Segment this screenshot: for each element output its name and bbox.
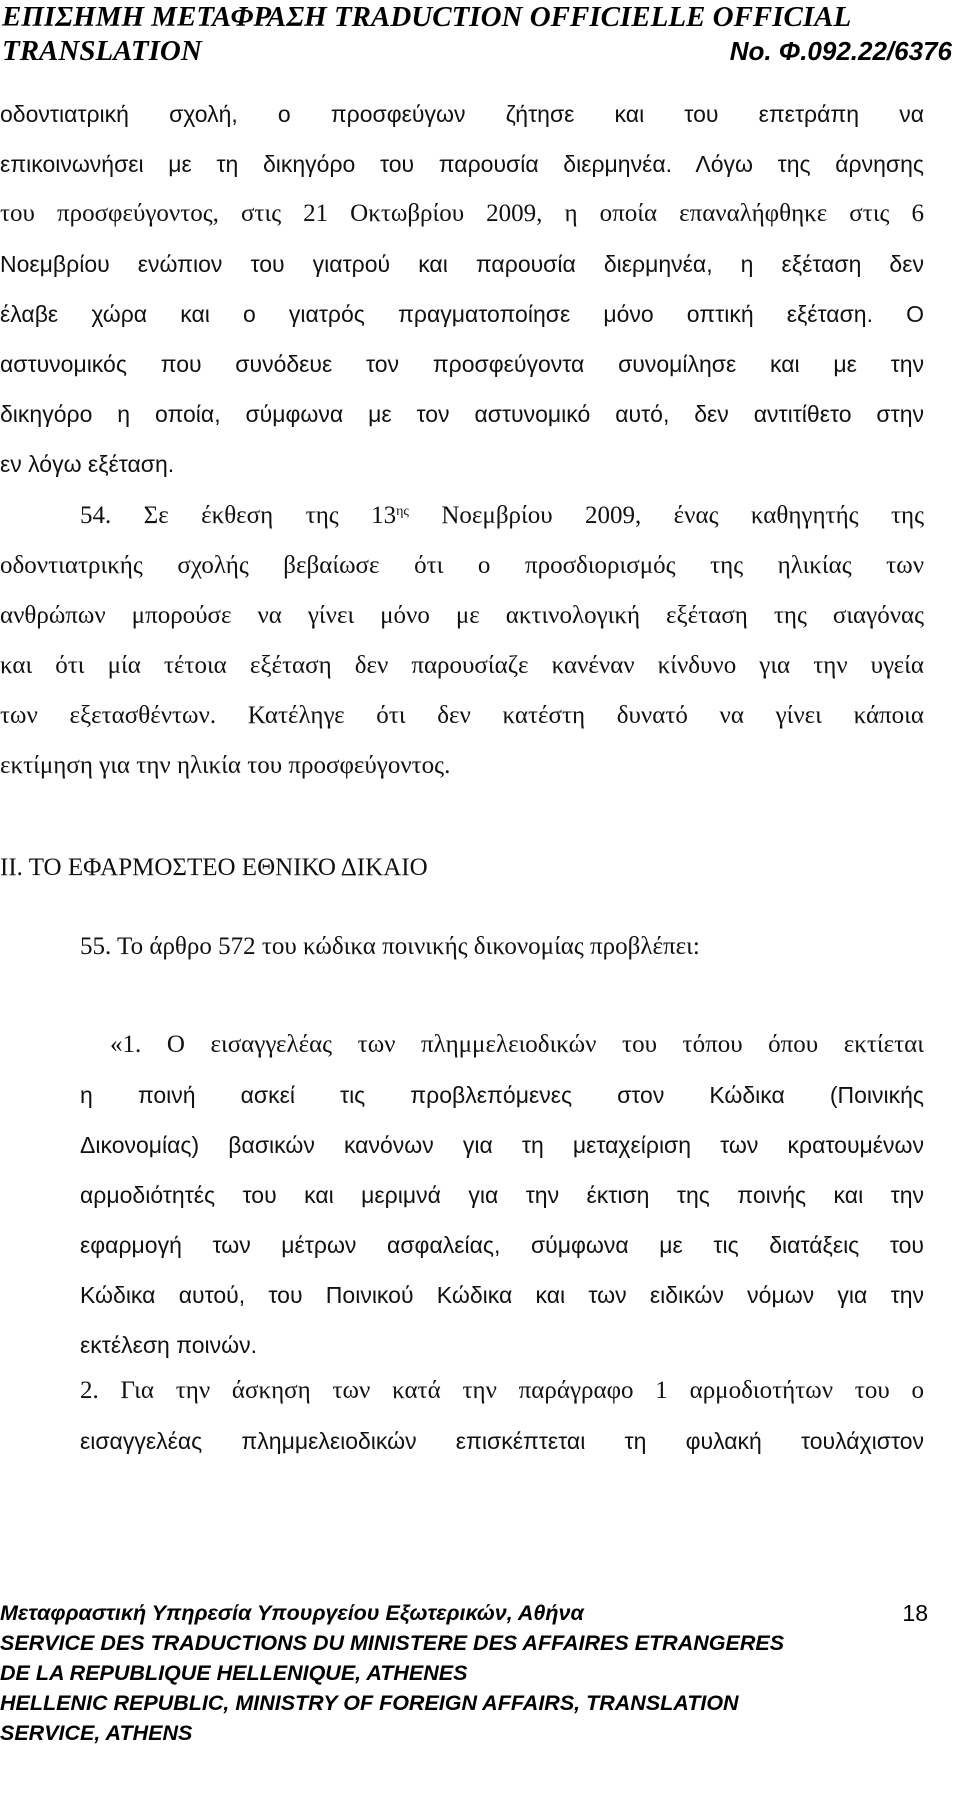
- quote-line: «1. Ο εισαγγελέας των πλημμελειοδικών του τόπου όπου εκτίεται: [110, 1031, 924, 1058]
- body-line: αστυνομικός που συνόδευε τον προσφεύγοντα συνομίλησε και με την: [0, 351, 924, 377]
- body-line: των εξετασθέντων. Κατέληγε ότι δεν κατέστη δυνατό να γίνει κάποια: [0, 702, 924, 729]
- quote-line: εισαγγελέας πλημμελειοδικών επισκέπτεται τη φυλακή τουλάχιστον: [80, 1428, 924, 1454]
- p54-text-a: 54. Σε έκθεση της 13: [80, 502, 397, 529]
- footer-row-1: [0, 1598, 960, 1628]
- header-line-1: ΕΠΙΣΗΜΗ ΜΕΤΑΦΡΑΣΗ TRADUCTION OFFICIELLE OFFICIAL: [2, 1, 852, 33]
- quote-line: εφαρμογή των μέτρων ασφαλείας, σύμφωνα με τις διατάξεις του: [80, 1232, 924, 1258]
- page-header: [0, 0, 960, 78]
- body-line: ανθρώπων μπορούσε να γίνει μόνο με ακτινολογική εξέταση της σιαγόνας: [0, 602, 924, 629]
- p54-text-b: Νοεμβρίου 2009, ένας καθηγητής της: [408, 502, 924, 529]
- body-line: εν λόγω εξέταση.: [0, 451, 175, 477]
- page-footer: [0, 1598, 960, 1748]
- paragraph-55: 55. Το άρθρο 572 του κώδικα ποινικής δικονομίας προβλέπει:: [80, 933, 700, 960]
- quote-line: εκτέλεση ποινών.: [80, 1332, 258, 1358]
- superscript-ordinal: ης: [396, 504, 409, 519]
- body-line: Νοεμβρίου ενώπιον του γιατρού και παρουσία διερμηνέα, η εξέταση δεν: [0, 251, 924, 277]
- body-line: εκτίμηση για την ηλικία του προσφεύγοντος.: [0, 752, 451, 779]
- body-line: έλαβε χώρα και ο γιατρός πραγματοποίησε μόνο οπτική εξέταση. Ο: [0, 301, 924, 327]
- footer-line-1: Μεταφραστική Υπηρεσία Υπουργείου Εξωτερικών, Αθήνα: [0, 1601, 584, 1625]
- quote-line: αρμοδιότητές του και μεριμνά για την έκτιση της ποινής και την: [80, 1182, 924, 1208]
- footer-line-5: SERVICE, ATHENS: [0, 1721, 193, 1745]
- quote-line: Κώδικα αυτού, του Ποινικού Κώδικα και των ειδικών νόμων για την: [80, 1282, 924, 1308]
- section-heading: ΙΙ. ΤΟ ΕΦΑΡΜΟΣΤΕΟ ΕΘΝΙΚΟ ΔΙΚΑΙΟ: [0, 854, 428, 881]
- header-reference-number: No. Φ.092.22/6376: [729, 36, 952, 66]
- body-line: οδοντιατρική σχολή, ο προσφεύγων ζήτησε και του επετράπη να: [0, 101, 924, 127]
- body-line: δικηγόρο η οποία, σύμφωνα με τον αστυνομικό αυτό, δεν αντιτίθετο στην: [0, 401, 924, 427]
- footer-line-3: DE LA REPUBLIQUE HELLENIQUE, ATHENES: [0, 1661, 468, 1685]
- footer-line-4: HELLENIC REPUBLIC, MINISTRY OF FOREIGN AFFAIRS, TRANSLATION: [0, 1691, 739, 1715]
- paragraph-54-first-line: [80, 501, 924, 531]
- quote-line: η ποινή ασκεί τις προβλεπόμενες στον Κώδικα (Ποινικής: [80, 1082, 924, 1108]
- header-line-2: TRANSLATION: [2, 35, 202, 67]
- quote-line: 2. Για την άσκηση των κατά την παράγραφο 1 αρμοδιοτήτων του ο: [80, 1377, 924, 1404]
- footer-line-2: SERVICE DES TRADUCTIONS DU MINISTERE DES AFFAIRES ETRANGERES: [0, 1631, 785, 1655]
- quote-line: Δικονομίας) βασικών κανόνων για τη μεταχείριση των κρατουμένων: [80, 1132, 924, 1158]
- body-line: του προσφεύγοντος, στις 21 Οκτωβρίου 2009, η οποία επαναλήφθηκε στις 6: [0, 200, 924, 227]
- body-line: οδοντιατρικής σχολής βεβαίωσε ότι ο προσδιορισμός της ηλικίας των: [0, 552, 924, 579]
- page-number: 18: [902, 1600, 928, 1626]
- body-line: επικοινωνήσει με τη δικηγόρο του παρουσία διερμηνέα. Λόγω της άρνησης: [0, 151, 924, 177]
- body-line: και ότι μία τέτοια εξέταση δεν παρουσίαζε κανέναν κίνδυνο για την υγεία: [0, 652, 924, 679]
